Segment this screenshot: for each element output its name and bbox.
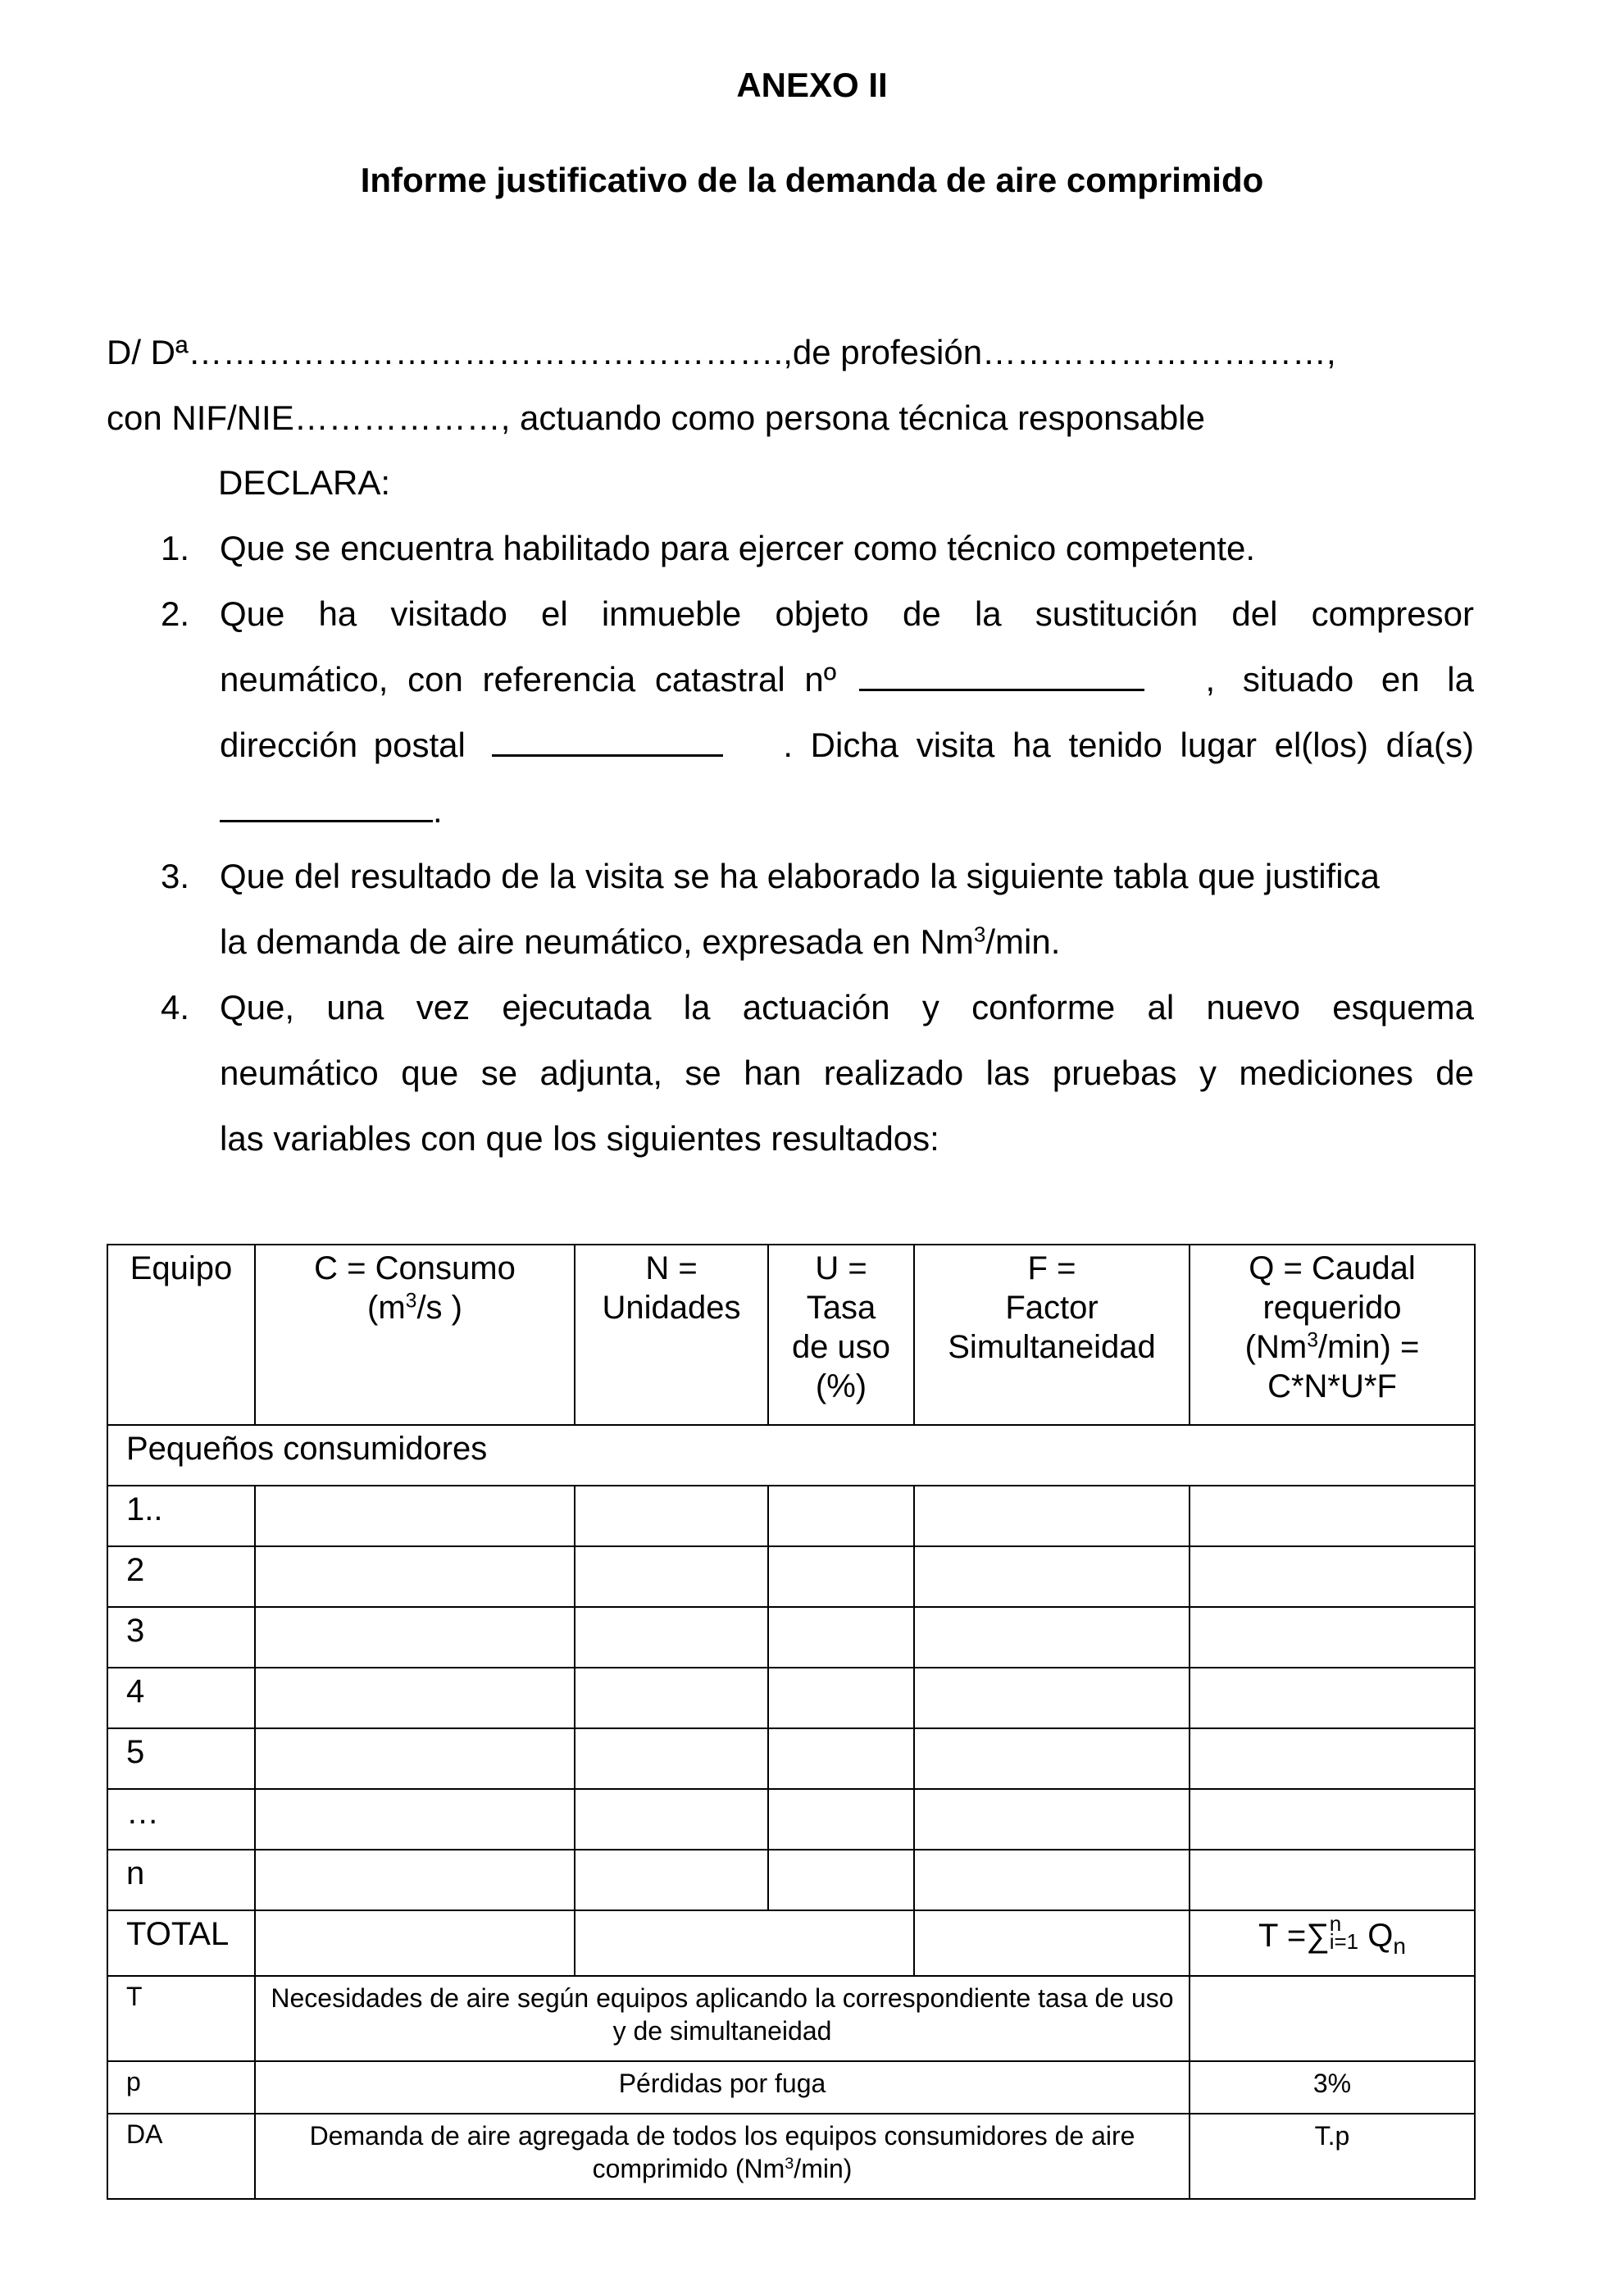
declarant-line: D/ Dª…………………………………………….,de profesión…………………………, <box>107 333 1336 371</box>
section-label: Pequeños consumidores <box>107 1425 1475 1486</box>
summary-value: T.p <box>1190 2114 1475 2199</box>
row-label: 3 <box>107 1607 255 1668</box>
summary-code: T <box>107 1976 255 2061</box>
header-factor: F = Factor Simultaneidad <box>914 1245 1190 1425</box>
table-row <box>107 1607 1475 1668</box>
item-1-text: Que se encuentra habilitado para ejercer como técnico competente. <box>220 529 1256 567</box>
consumo-cell[interactable] <box>255 1850 575 1910</box>
air-demand-table <box>107 1244 1476 2200</box>
tasa-cell[interactable] <box>768 1607 914 1668</box>
total-formula: T =∑n i=1 $Q_n$ <box>1190 1910 1475 1976</box>
visit-date-blank[interactable] <box>220 795 433 822</box>
factor-cell[interactable] <box>914 1607 1190 1668</box>
table-row <box>107 1546 1475 1607</box>
summary-description: Necesidades de aire según equipos aplicando la correspondiente tasa de uso y de simultaneidad <box>255 1976 1190 2061</box>
caudal-cell[interactable] <box>1190 1607 1475 1668</box>
total-empty-cell <box>914 1910 1190 1976</box>
unidades-cell[interactable] <box>575 1668 768 1728</box>
item-4-line-3: las variables con que los siguientes resultados: <box>220 1119 939 1158</box>
header-equipo: Equipo <box>107 1245 255 1425</box>
unidades-cell[interactable] <box>575 1728 768 1789</box>
item-number-4: 4. <box>161 988 190 1026</box>
item-2-end-period: . <box>433 791 443 830</box>
row-label: 1.. <box>107 1486 255 1546</box>
item-2-line-3 <box>220 726 1474 765</box>
declara-heading: DECLARA: <box>218 463 391 502</box>
factor-cell[interactable] <box>914 1486 1190 1546</box>
table-header-row <box>107 1245 1475 1425</box>
item-2-located-text: , situado en la <box>1205 660 1474 699</box>
row-label: … <box>107 1789 255 1850</box>
consumo-cell[interactable] <box>255 1546 575 1607</box>
table-row <box>107 1789 1475 1850</box>
header-unidades: N = Unidades <box>575 1245 768 1425</box>
factor-cell[interactable] <box>914 1850 1190 1910</box>
total-label: TOTAL <box>107 1910 255 1976</box>
unidades-cell[interactable] <box>575 1789 768 1850</box>
summary-row <box>107 1976 1475 2061</box>
table-row <box>107 1850 1475 1910</box>
table-row <box>107 1486 1475 1546</box>
caudal-cell[interactable] <box>1190 1789 1475 1850</box>
item-2-visit-text: . Dicha visita ha tenido lugar el(los) día(s) <box>783 726 1474 764</box>
total-empty-cell <box>255 1910 575 1976</box>
postal-address-blank[interactable] <box>492 730 723 757</box>
summary-description: Demanda de aire agregada de todos los equipos consumidores de aire comprimido (Nm$^3$/min) <box>255 2114 1190 2199</box>
table-row <box>107 1728 1475 1789</box>
summary-row <box>107 2061 1475 2114</box>
document-title: Informe justificativo de la demanda de aire comprimido <box>360 161 1264 199</box>
consumo-cell[interactable] <box>255 1668 575 1728</box>
consumo-cell[interactable] <box>255 1607 575 1668</box>
item-2-cadastral-label: neumático, con referencia catastral nº <box>220 660 837 699</box>
total-row <box>107 1910 1475 1976</box>
caudal-cell[interactable] <box>1190 1546 1475 1607</box>
row-label: 5 <box>107 1728 255 1789</box>
caudal-cell[interactable] <box>1190 1668 1475 1728</box>
table-row <box>107 1668 1475 1728</box>
row-label: 4 <box>107 1668 255 1728</box>
caudal-cell[interactable] <box>1190 1850 1475 1910</box>
item-number-2: 2. <box>161 594 190 633</box>
item-4-line-2: neumático que se adjunta, se han realizado las pruebas y mediciones de <box>220 1054 1474 1092</box>
consumo-cell[interactable] <box>255 1486 575 1546</box>
unidades-cell[interactable] <box>575 1546 768 1607</box>
annex-title: ANEXO II <box>736 66 888 104</box>
item-number-1: 1. <box>161 529 190 567</box>
item-2-address-label: dirección postal <box>220 726 466 764</box>
item-3-unit-end: /min. <box>985 922 1061 961</box>
section-row <box>107 1425 1475 1486</box>
summary-value[interactable] <box>1190 1976 1475 2061</box>
caudal-cell[interactable] <box>1190 1728 1475 1789</box>
header-caudal: Q = Caudal requerido $(Nm^3/\min)$ = C*N*U*F <box>1190 1245 1475 1425</box>
nif-line: con NIF/NIE………………, actuando como persona técnica responsable <box>107 398 1205 437</box>
item-4-line-1: Que, una vez ejecutada la actuación y conforme al nuevo esquema <box>220 988 1474 1026</box>
summary-value: 3% <box>1190 2061 1475 2114</box>
total-empty-cell <box>575 1910 914 1976</box>
item-number-3: 3. <box>161 857 190 895</box>
factor-cell[interactable] <box>914 1789 1190 1850</box>
tasa-cell[interactable] <box>768 1546 914 1607</box>
summary-code: DA <box>107 2114 255 2199</box>
item-3-unit-text: la demanda de aire neumático, expresada en Nm <box>220 922 974 961</box>
tasa-cell[interactable] <box>768 1668 914 1728</box>
item-3-unit-superscript: 3 <box>973 922 986 947</box>
tasa-cell[interactable] <box>768 1789 914 1850</box>
tasa-cell[interactable] <box>768 1728 914 1789</box>
factor-cell[interactable] <box>914 1728 1190 1789</box>
consumo-cell[interactable] <box>255 1728 575 1789</box>
item-3-line-2 <box>220 922 1060 962</box>
caudal-cell[interactable] <box>1190 1486 1475 1546</box>
unidades-cell[interactable] <box>575 1850 768 1910</box>
summary-row <box>107 2114 1475 2199</box>
tasa-cell[interactable] <box>768 1486 914 1546</box>
item-2-line-2 <box>220 660 1474 699</box>
header-consumo: C = Consumo ($m^3/s$ ) <box>255 1245 575 1425</box>
header-tasa: U = Tasa de uso (%) <box>768 1245 914 1425</box>
factor-cell[interactable] <box>914 1546 1190 1607</box>
item-2-line-4 <box>220 791 443 831</box>
consumo-cell[interactable] <box>255 1789 575 1850</box>
summary-description: Pérdidas por fuga <box>255 2061 1190 2114</box>
factor-cell[interactable] <box>914 1668 1190 1728</box>
row-label: 2 <box>107 1546 255 1607</box>
item-3-line-1: Que del resultado de la visita se ha elaborado la siguiente tabla que justifica <box>220 857 1380 895</box>
unidades-cell[interactable] <box>575 1607 768 1668</box>
tasa-cell[interactable] <box>768 1850 914 1910</box>
summary-code: p <box>107 2061 255 2114</box>
row-label: n <box>107 1850 255 1910</box>
item-2-line-1: Que ha visitado el inmueble objeto de la sustitución del compresor <box>220 594 1474 633</box>
unidades-cell[interactable] <box>575 1486 768 1546</box>
cadastral-reference-blank[interactable] <box>859 664 1144 691</box>
